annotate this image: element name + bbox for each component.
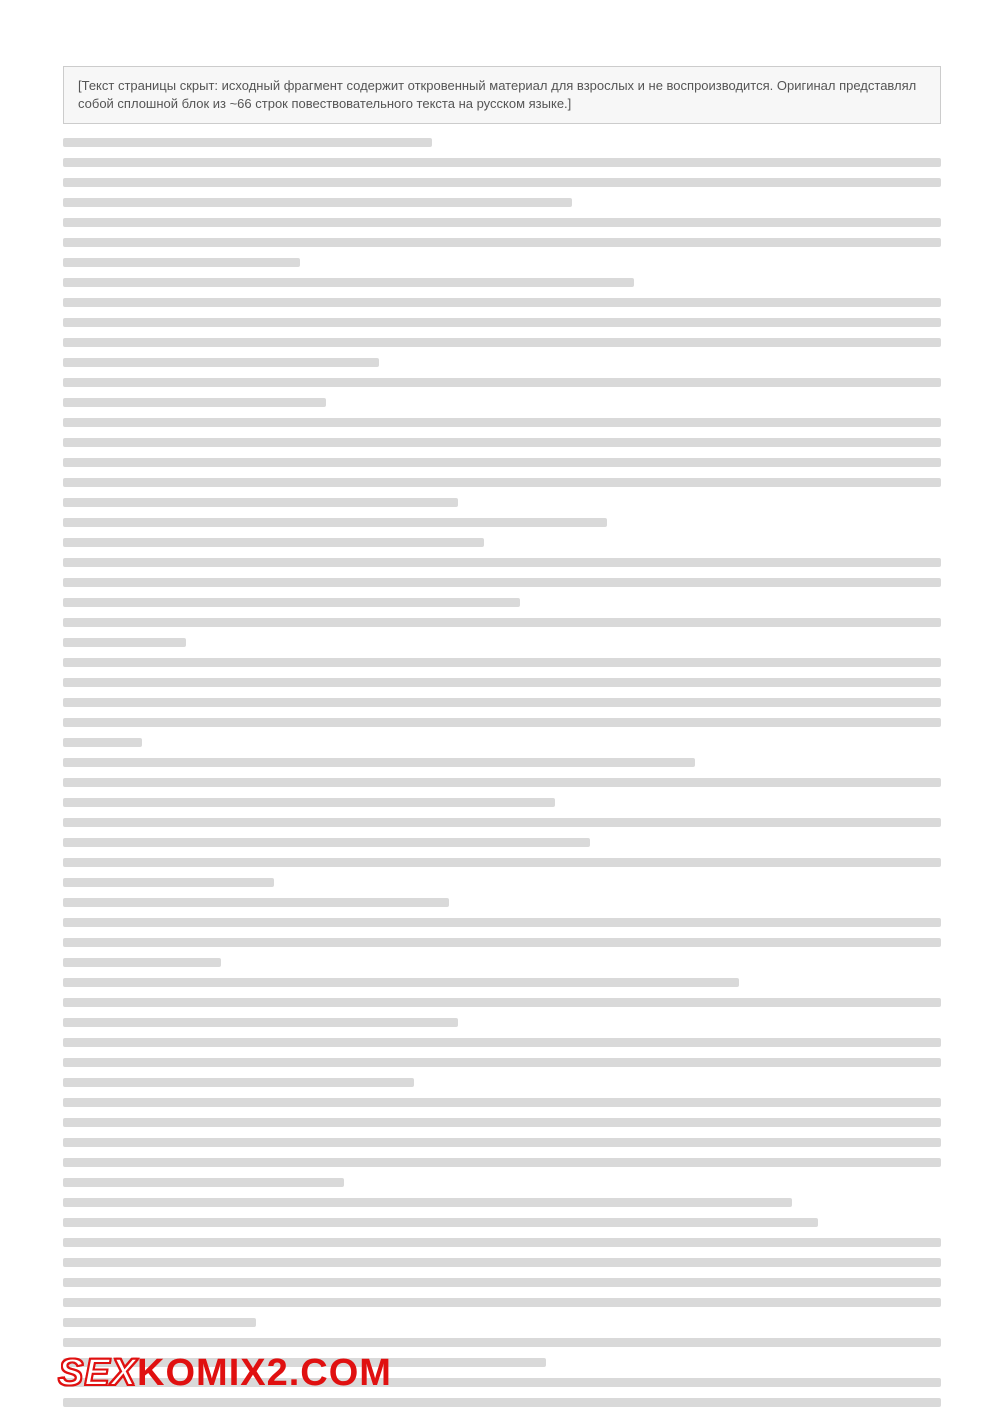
redacted-line: [63, 818, 941, 827]
redacted-line: [63, 1398, 941, 1407]
redacted-line: [63, 178, 941, 187]
redacted-line: [63, 838, 590, 847]
redacted-line: [63, 278, 634, 287]
redacted-line: [63, 1058, 941, 1067]
redacted-line: [63, 1198, 792, 1207]
redacted-line: [63, 398, 326, 407]
redacted-line: [63, 998, 941, 1007]
redacted-line: [63, 878, 274, 887]
redacted-line: [63, 778, 941, 787]
redacted-line: [63, 558, 941, 567]
redacted-line: [63, 1118, 941, 1127]
redacted-line: [63, 1098, 941, 1107]
redacted-line: [63, 738, 142, 747]
redacted-line: [63, 718, 941, 727]
redacted-line: [63, 138, 432, 147]
redacted-line: [63, 1158, 941, 1167]
redacted-line: [63, 458, 941, 467]
redacted-line: [63, 1298, 941, 1307]
redacted-line: [63, 478, 941, 487]
site-watermark: [58, 1352, 392, 1395]
redacted-line: [63, 158, 941, 167]
redacted-line: [63, 638, 186, 647]
redacted-line: [63, 798, 555, 807]
redacted-line: [63, 578, 941, 587]
watermark-text-solid: KOMIX2.COM: [137, 1352, 392, 1394]
redacted-line: [63, 1258, 941, 1267]
redacted-line: [63, 1218, 818, 1227]
redacted-line: [63, 698, 941, 707]
redacted-line: [63, 918, 941, 927]
redacted-line: [63, 1178, 344, 1187]
redacted-line: [63, 298, 941, 307]
watermark-text-outline: SEX: [58, 1352, 138, 1394]
redacted-line: [63, 318, 941, 327]
redacted-line: [63, 538, 484, 547]
redacted-line: [63, 218, 941, 227]
redacted-line: [63, 618, 941, 627]
redacted-line: [63, 1138, 941, 1147]
redacted-line: [63, 958, 221, 967]
redacted-line: [63, 1318, 256, 1327]
redaction-notice: [Текст страницы скрыт: исходный фрагмент содержит откровенный материал для взрослых и не воспроизводится. Оригинал представлял собой сплошной блок из ~66 строк повествовательного текста на русском языке.]: [63, 66, 941, 124]
redacted-line: [63, 1018, 458, 1027]
redacted-line: [63, 338, 941, 347]
redacted-line: [63, 418, 941, 427]
redacted-line: [63, 1338, 941, 1347]
redacted-line: [63, 678, 941, 687]
redacted-line: [63, 858, 941, 867]
redacted-text-lines: [63, 138, 941, 1415]
redacted-line: [63, 898, 449, 907]
redacted-line: [63, 658, 941, 667]
story-text-block: [63, 66, 941, 1346]
redacted-line: [63, 198, 572, 207]
redacted-line: [63, 378, 941, 387]
redacted-line: [63, 1278, 941, 1287]
redacted-line: [63, 758, 695, 767]
redacted-line: [63, 1038, 941, 1047]
redacted-line: [63, 498, 458, 507]
redacted-line: [63, 358, 379, 367]
redacted-line: [63, 978, 739, 987]
redacted-line: [63, 1238, 941, 1247]
redacted-line: [63, 1078, 414, 1087]
redacted-line: [63, 238, 941, 247]
redacted-line: [63, 938, 941, 947]
redacted-line: [63, 518, 607, 527]
redacted-line: [63, 598, 520, 607]
redacted-line: [63, 438, 941, 447]
redacted-line: [63, 258, 300, 267]
